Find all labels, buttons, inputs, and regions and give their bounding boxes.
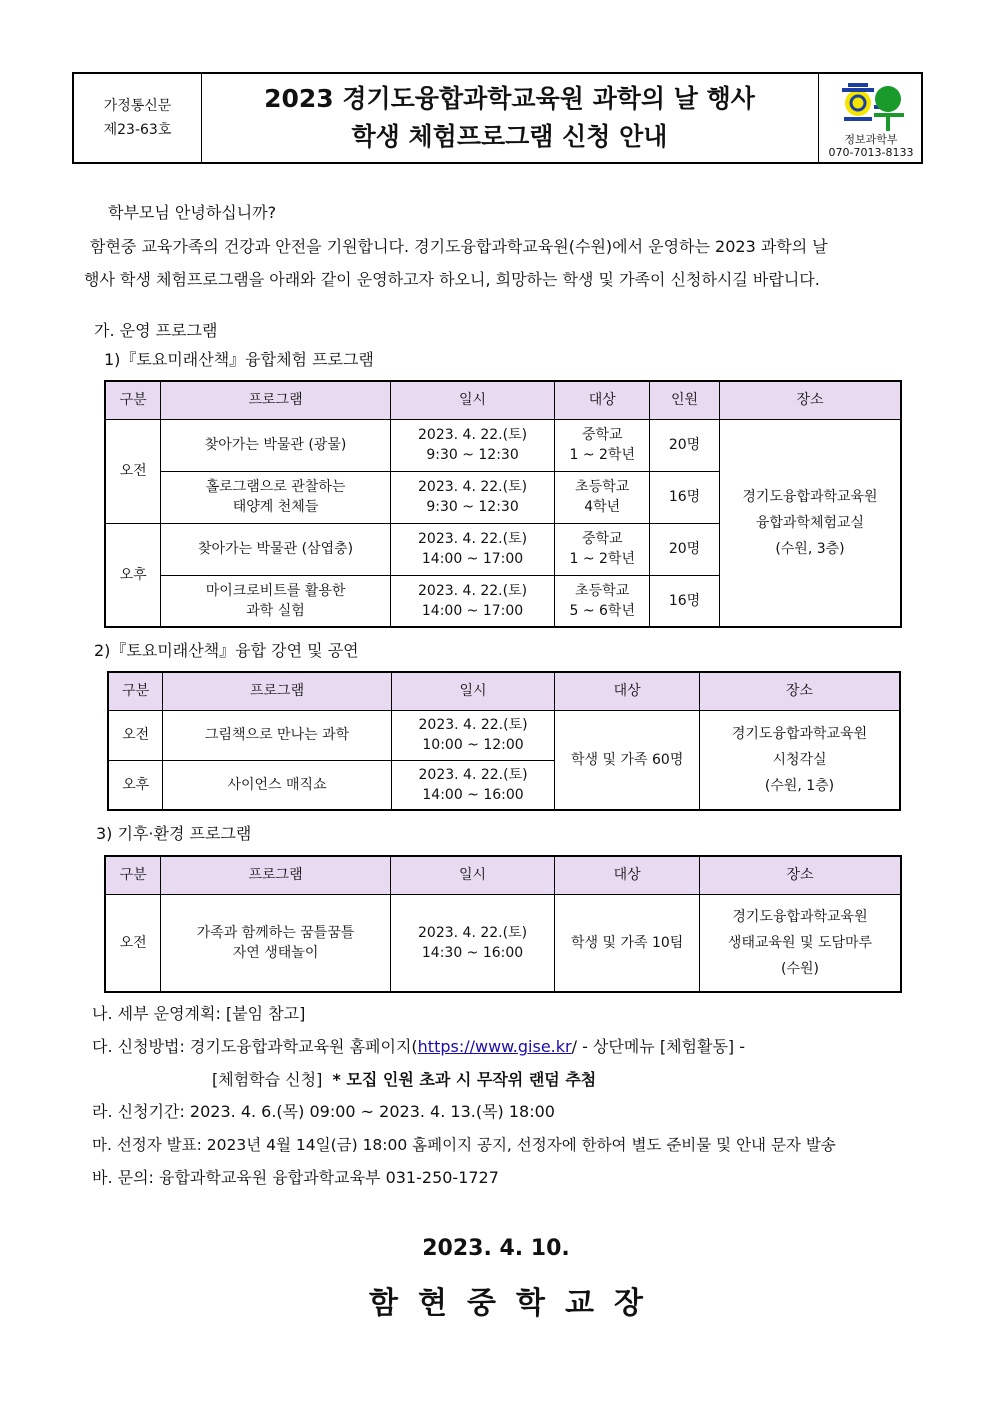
program-datetime: 2023. 4. 22.(토) 14:00 ~ 16:00 <box>391 760 555 810</box>
table-row <box>105 419 901 471</box>
column-header: 프로그램 <box>161 381 390 419</box>
item-na: 나. 세부 운영계획: [붙임 참고] <box>92 1004 306 1023</box>
program-count: 16명 <box>650 471 720 523</box>
column-header: 장소 <box>700 672 901 710</box>
program-count: 16명 <box>650 575 720 627</box>
principal-signature: 함현중학교장 <box>369 1286 663 1321</box>
column-header: 일시 <box>390 856 555 894</box>
random-draw-note: * 모집 인원 초과 시 무작위 랜덤 추첨 <box>332 1070 597 1089</box>
column-header: 대상 <box>555 856 700 894</box>
issue-type: 가정통신문 <box>103 98 172 114</box>
issue-number: 제23-63호 <box>103 122 172 138</box>
program-count: 20명 <box>650 419 720 471</box>
program-name: 찾아가는 박물관 (삼엽충) <box>161 523 390 575</box>
table-lectures <box>107 671 901 811</box>
table-experience-programs <box>104 380 902 628</box>
greeting: 학부모님 안녕하십니까? <box>108 203 277 222</box>
program-name: 홀로그램으로 관찰하는 태양계 천체들 <box>161 471 390 523</box>
column-header: 대상 <box>555 381 650 419</box>
column-header: 구분 <box>108 672 163 710</box>
column-header: 장소 <box>719 381 901 419</box>
program-target: 초등학교 4학년 <box>555 471 650 523</box>
table-environment <box>104 855 902 993</box>
column-header: 대상 <box>555 672 700 710</box>
program-datetime: 2023. 4. 22.(토) 9:30 ~ 12:30 <box>390 471 555 523</box>
section-programs: 가. 운영 프로그램 <box>94 321 218 340</box>
session-afternoon: 오후 <box>105 523 161 627</box>
program-place: 경기도융합과학교육원 생태교육원 및 도담마루 (수원) <box>699 894 901 992</box>
program-datetime: 2023. 4. 22.(토) 14:00 ~ 17:00 <box>390 523 555 575</box>
table-header-row <box>105 381 901 419</box>
column-header: 인원 <box>650 381 720 419</box>
program-name: 가족과 함께하는 꿈틀꿈틀 자연 생태놀이 <box>161 894 390 992</box>
program-target: 중학교 1 ~ 2학년 <box>555 419 650 471</box>
session-label: 오전 <box>108 710 163 760</box>
table-header-row <box>108 672 900 710</box>
item-da-line2: [체험학습 신청] * 모집 인원 초과 시 무작위 랜덤 추첨 <box>212 1070 597 1089</box>
item-ma: 마. 선정자 발표: 2023년 4월 14일(금) 18:00 홈페이지 공지, 선정자에 한하여 별도 준비물 및 안내 문자 발송 <box>92 1136 836 1154</box>
subsection-2: 2)『토요미래산책』융합 강연 및 공연 <box>94 641 359 660</box>
issue-number-cell <box>74 74 202 162</box>
program-target: 중학교 1 ~ 2학년 <box>555 523 650 575</box>
program-datetime: 2023. 4. 22.(토) 14:30 ~ 16:00 <box>390 894 555 992</box>
item-da: 다. 신청방법: 경기도융합과학교육원 홈페이지(https://www.gise.kr/ - 상단메뉴 [체험활동] - <box>92 1037 746 1056</box>
program-name: 그림책으로 만나는 과학 <box>163 710 391 760</box>
column-header: 일시 <box>391 672 555 710</box>
program-name: 사이언스 매직쇼 <box>163 760 391 810</box>
column-header: 일시 <box>390 381 555 419</box>
program-place: 경기도융합과학교육원 융합과학체험교실 (수원, 3층) <box>719 419 901 627</box>
table-row <box>105 894 901 992</box>
column-header: 장소 <box>699 856 901 894</box>
homepage-link[interactable]: https://www.gise.kr <box>417 1037 572 1056</box>
intro-line-2: 행사 학생 체험프로그램을 아래와 같이 운영하고자 하오니, 희망하는 학생 및 가족이 신청하시길 바랍니다. <box>84 270 820 289</box>
program-datetime: 2023. 4. 22.(토) 10:00 ~ 12:00 <box>391 710 555 760</box>
program-target: 학생 및 가족 10팀 <box>555 894 700 992</box>
column-header: 구분 <box>105 381 161 419</box>
department-name: 정보과학부 <box>844 133 898 146</box>
title-line-2: 학생 체험프로그램 신청 안내 <box>351 122 668 151</box>
title-line-1: 2023 경기도융합과학교육원 과학의 날 행사 <box>264 84 755 113</box>
school-logo-icon <box>836 83 906 133</box>
subsection-3: 3) 기후·환경 프로그램 <box>96 824 252 843</box>
table-header-row <box>105 856 901 894</box>
school-logo-cell <box>818 74 923 162</box>
column-header: 구분 <box>105 856 161 894</box>
session-label: 오전 <box>105 894 161 992</box>
item-ba: 바. 문의: 융합과학교육원 융합과학교육부 031-250-1727 <box>92 1168 499 1187</box>
table-row <box>108 710 900 760</box>
program-name: 찾아가는 박물관 (광물) <box>161 419 390 471</box>
document-title <box>201 74 818 162</box>
program-place: 경기도융합과학교육원 시청각실 (수원, 1층) <box>700 710 901 810</box>
program-target: 학생 및 가족 60명 <box>555 710 700 810</box>
session-morning: 오전 <box>105 419 161 523</box>
program-count: 20명 <box>650 523 720 575</box>
issue-date: 2023. 4. 10. <box>422 1236 570 1261</box>
column-header: 프로그램 <box>161 856 390 894</box>
intro-line-1: 함현중 교육가족의 건강과 안전을 기원합니다. 경기도융합과학교육원(수원)에서 운영하는 2023 과학의 날 <box>90 237 828 256</box>
document-header <box>72 72 923 164</box>
session-label: 오후 <box>108 760 163 810</box>
program-target: 초등학교 5 ~ 6학년 <box>555 575 650 627</box>
column-header: 프로그램 <box>163 672 391 710</box>
program-datetime: 2023. 4. 22.(토) 9:30 ~ 12:30 <box>390 419 555 471</box>
subsection-1: 1)『토요미래산책』융합체험 프로그램 <box>104 350 374 369</box>
department-phone: 070-7013-8133 <box>828 146 914 159</box>
program-datetime: 2023. 4. 22.(토) 14:00 ~ 17:00 <box>390 575 555 627</box>
item-ra: 라. 신청기간: 2023. 4. 6.(목) 09:00 ~ 2023. 4. 13.(목) 18:00 <box>92 1102 555 1121</box>
program-name: 마이크로비트를 활용한 과학 실험 <box>161 575 390 627</box>
